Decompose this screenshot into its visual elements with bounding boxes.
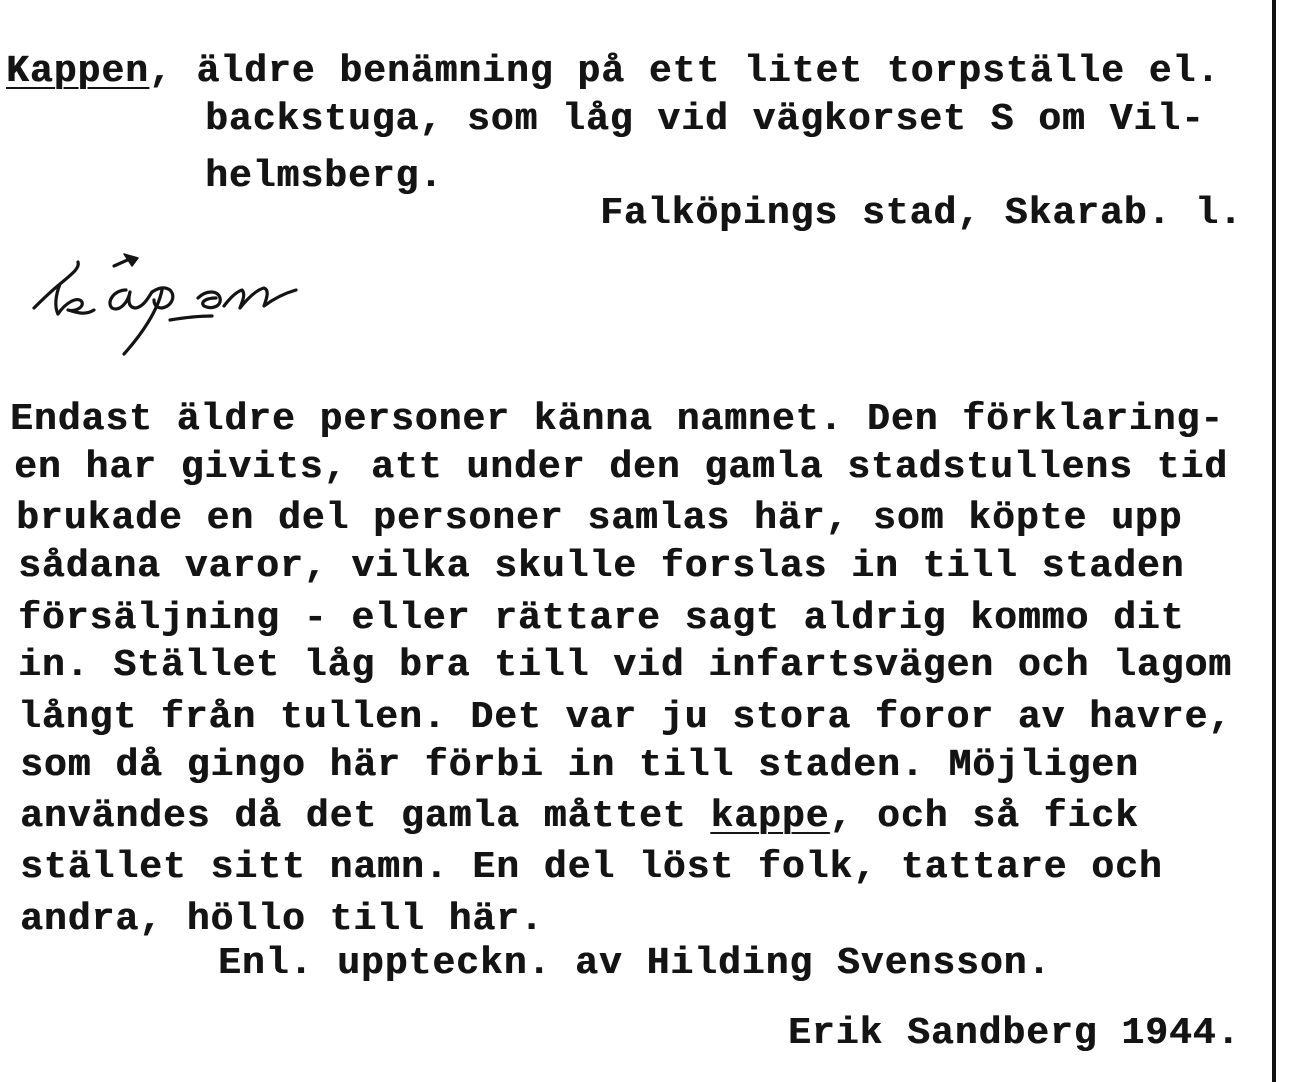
body-line-10: stället sitt namn. En del löst folk, tattare och	[20, 846, 1163, 889]
term-kappe: kappe	[710, 795, 830, 838]
body-line-7: långt från tullen. Det var ju stora foror av havre,	[18, 696, 1232, 739]
body-line-6: in. Stället låg bra till vid infartsvägen och lagom	[18, 644, 1232, 687]
body-line-4: sådana varor, vilka skulle forslas in till staden	[18, 545, 1185, 588]
body-line-1: Endast äldre personer känna namnet. Den förklaring-	[10, 398, 1224, 441]
location-line: Falköpings stad, Skarab. l.	[600, 192, 1243, 235]
definition-line-2: backstuga, som låg vid vägkorset S om Vil-	[205, 98, 1205, 141]
card-right-edge	[1272, 0, 1276, 1082]
headword: Kappen	[6, 50, 149, 93]
handwritten-pronunciation	[20, 250, 330, 370]
source-note: Enl. uppteckn. av Hilding Svensson.	[218, 942, 1052, 985]
signature: Erik Sandberg 1944.	[788, 1012, 1241, 1055]
body-line-9-end: , och så fick	[829, 795, 1139, 838]
body-line-11: andra, höllo till här.	[20, 898, 544, 941]
entry-line-1	[6, 50, 1220, 94]
body-line-9	[20, 795, 1139, 839]
body-line-3: brukade en del personer samlas här, som köpte upp	[16, 497, 1183, 540]
body-line-9-start: användes då det gamla måttet	[20, 795, 711, 838]
body-line-8: som då gingo här förbi in till staden. Möjligen	[20, 744, 1139, 787]
definition-line-3: helmsberg.	[205, 155, 444, 198]
definition-line-1: , äldre benämning på ett litet torpställe el.	[148, 50, 1220, 93]
body-line-5: försäljning - eller rättare sagt aldrig kommo dit	[18, 597, 1185, 640]
body-line-2: en har givits, att under den gamla stadstullens tid	[14, 446, 1228, 489]
